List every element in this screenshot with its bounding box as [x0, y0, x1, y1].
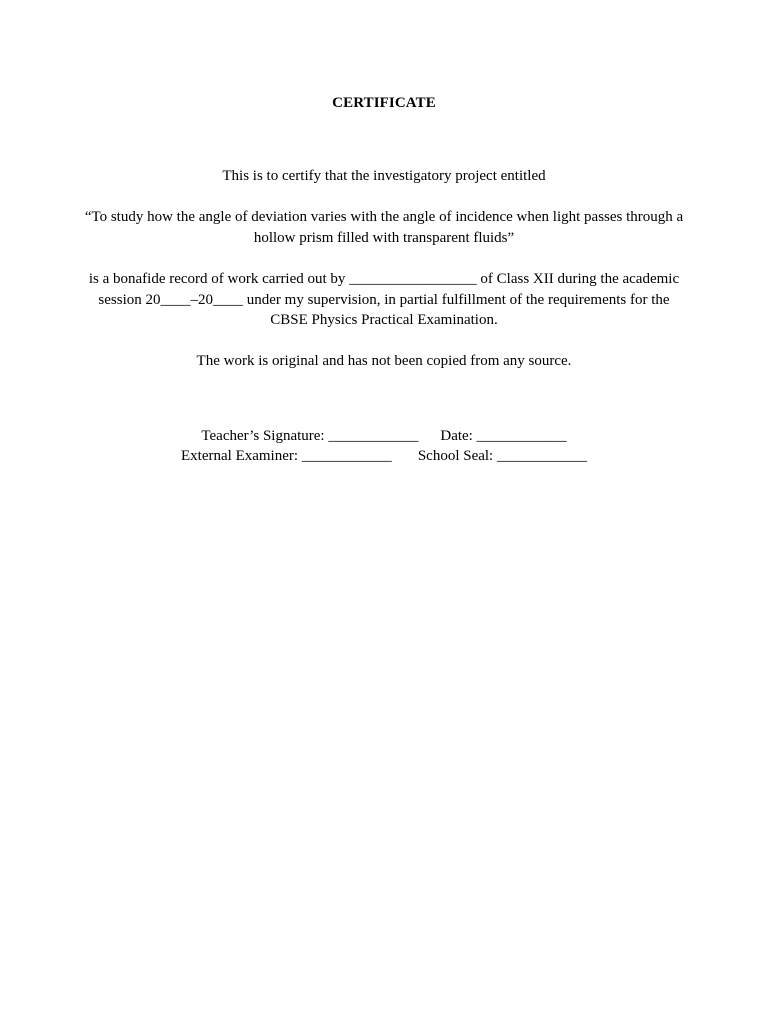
teacher-signature-field: Teacher’s Signature: ____________: [201, 428, 419, 444]
project-title: “To study how the angle of deviation varies with the angle of incidence when light passes through a hollow prism filled with transparent fluids”: [84, 209, 684, 246]
originality-statement: The work is original and has not been copied from any source.: [196, 353, 572, 369]
signature-row-1: [0, 426, 768, 446]
certificate-intro: This is to certify that the investigatory project entitled: [222, 168, 546, 184]
school-seal-field: School Seal: ____________: [417, 448, 587, 464]
certificate-title: CERTIFICATE: [332, 95, 436, 111]
certificate-body: is a bonafide record of work carried out by _________________ of Class XII during the academic session 20____–20____ under my supervision, in partial fulfillment of the requirements for the CBSE Physics Practical Examination.: [88, 271, 680, 328]
external-examiner-field: External Examiner: ____________: [181, 448, 392, 464]
date-field: Date: ____________: [440, 428, 567, 444]
signature-row-2: [0, 446, 768, 466]
